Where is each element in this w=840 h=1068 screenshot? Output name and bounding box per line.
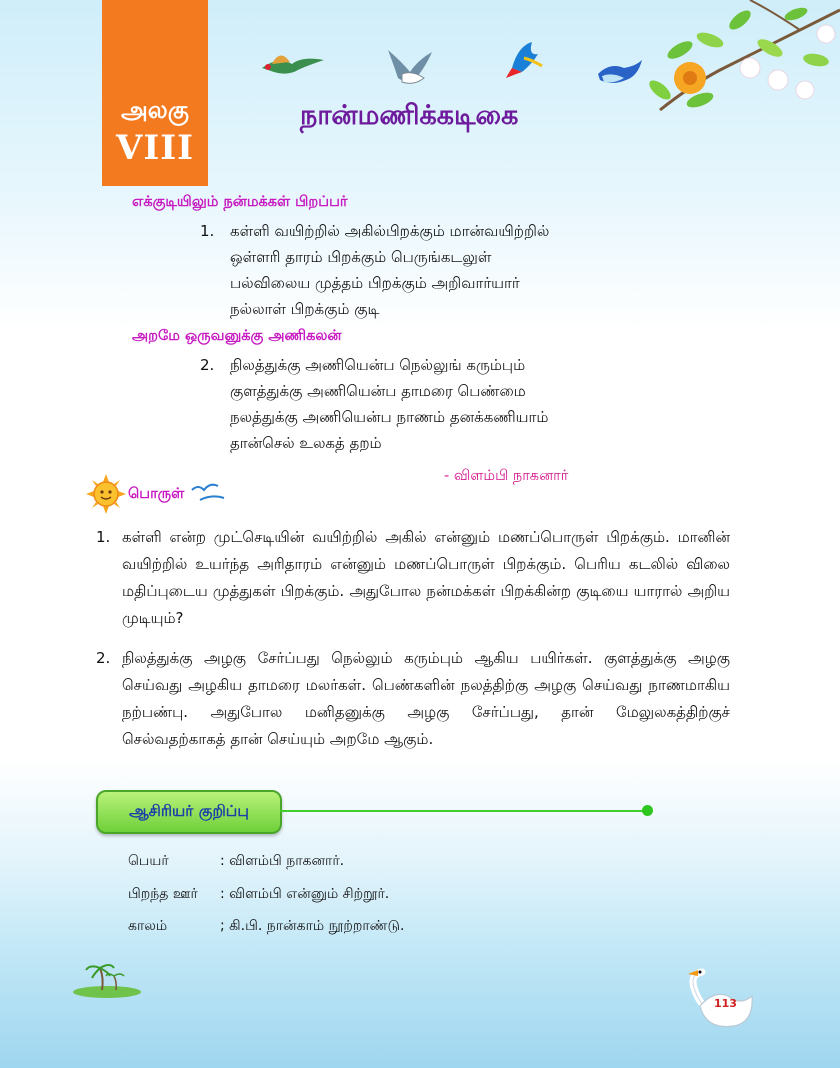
meaning-number-1: 1.	[96, 528, 111, 546]
verse-line: நிலத்துக்கு அணியென்ப நெல்லுங் கரும்பும்	[230, 356, 526, 374]
seagull-icon	[190, 480, 226, 504]
verse-line: நல்லாள் பிறக்கும் குடி	[230, 300, 380, 318]
verse-heading-1: எக்குடியிலும் நன்மக்கள் பிறப்பர்	[132, 194, 348, 210]
sun-icon	[86, 474, 126, 514]
bird-illustration-3	[502, 38, 548, 80]
author-credit: - விளம்பி நாகனார்	[444, 468, 569, 484]
verse-number-2: 2.	[200, 356, 215, 374]
bird-illustration-2	[384, 44, 436, 90]
bird-illustration-1	[258, 42, 328, 82]
unit-number: VIII	[115, 128, 195, 168]
verse-line: குளத்துக்கு அணியென்ப தாமரை பெண்மை	[230, 382, 526, 400]
verse-line: கள்ளி வயிற்றில் அகில்பிறக்கும் மான்வயிற்றில்	[230, 222, 550, 240]
unit-label: அலகு	[121, 96, 189, 124]
chapter-title: நான்மணிக்கடிகை	[300, 100, 519, 131]
verse-line: நலத்துக்கு அணியென்ப நாணம் தனக்கணியாம்	[230, 408, 549, 426]
info-value-birthplace: : விளம்பி என்னும் சிற்றூர்.	[220, 886, 390, 902]
unit-badge	[102, 0, 208, 186]
author-note-divider	[280, 810, 646, 812]
island-illustration	[62, 960, 152, 1000]
verse-line: தான்செல் உலகத் தறம்	[230, 434, 382, 452]
meaning-title: பொருள்	[128, 486, 185, 502]
meaning-number-2: 2.	[96, 649, 111, 667]
flower-branch-illustration	[600, 0, 840, 130]
verse-line: பல்விலைய முத்தம் பிறக்கும் அறிவார்யார்	[230, 274, 520, 292]
info-label-name: பெயர்	[128, 853, 169, 869]
page-number: 113	[714, 997, 737, 1010]
info-label-birthplace: பிறந்த ஊர்	[128, 886, 198, 902]
info-value-period: ; கி.பி. நான்காம் நூற்றாண்டு.	[220, 918, 405, 934]
verse-heading-2: அறமே ஒருவனுக்கு அணிகலன்	[132, 328, 342, 344]
author-note-box	[96, 790, 282, 834]
meaning-paragraph-1: கள்ளி என்ற முட்செடியின் வயிற்றில் அகில் என்னும் மணப்பொருள் பிறக்கும். மானின் வயிற்றில் உயர்ந்த அரிதாரம் என்னும் மணப்பொருள் பிறக்கும். பெரிய கடலில் விலை மதிப்புடைய முத்துகள் பிறக்கும். அதுபோல நன்மக்கள் பிறக்கின்ற குடியை யாரால் அறிய முடியும்?	[122, 528, 730, 627]
info-label-period: காலம்	[128, 918, 168, 934]
author-note-dot	[642, 805, 653, 816]
verse-line: ஒள்ளரி தாரம் பிறக்கும் பெருங்கடலுள்	[230, 248, 492, 266]
meaning-paragraph-2: நிலத்துக்கு அழகு சேர்ப்பது நெல்லும் கரும்பும் ஆகிய பயிர்கள். குளத்துக்கு அழகு செய்வது அழகிய தாமரை மலர்கள். பெண்களின் நலத்திற்கு அழகு செய்வது நாணமாகிய நற்பண்பு. அதுபோல மனிதனுக்கு அழகு சேர்ப்பது, தான் மேலுலகத்திற்குச் செல்வதற்காகத் தான் செய்யும் அறமே ஆகும்.	[122, 649, 730, 748]
info-value-name: : விளம்பி நாகனார்.	[220, 853, 345, 869]
verse-number-1: 1.	[200, 222, 215, 240]
author-note-title: ஆசிரியர் குறிப்பு	[129, 802, 249, 820]
